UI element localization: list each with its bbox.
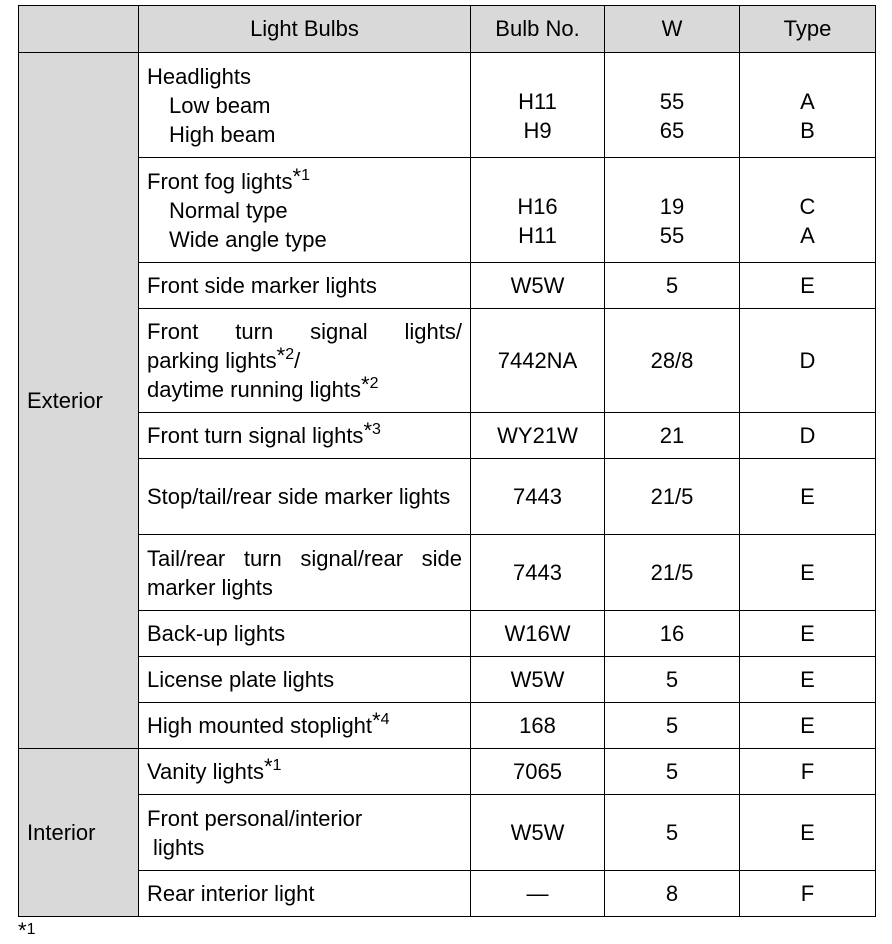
bulbno-fog <box>471 158 605 263</box>
bulbno-fog-wide: H11 <box>518 223 557 248</box>
bulbno-back-up: W16W <box>471 611 605 657</box>
type-side-marker: E <box>740 263 876 309</box>
bulbno-license: W5W <box>471 657 605 703</box>
bulbno-rear-interior: — <box>471 871 605 917</box>
type-stoplight: E <box>740 703 876 749</box>
personal-line1: Front personal/interior <box>147 805 363 831</box>
bulb-high-mounted-stoplight <box>139 703 471 749</box>
bulbno-high-beam: H9 <box>523 118 552 143</box>
type-stop-tail: E <box>740 459 876 535</box>
watt-stop-tail: 21/5 <box>605 459 740 535</box>
table-row <box>19 53 876 158</box>
table-row <box>19 309 876 413</box>
table-row <box>19 413 876 459</box>
parking-lights-text: parking lights <box>147 348 277 373</box>
bulb-front-personal <box>139 795 471 871</box>
personal-line2: lights <box>153 834 205 860</box>
bulbno-headlights <box>471 53 605 158</box>
bulbno-vanity: 7065 <box>471 749 605 795</box>
footnote-ref: *1 <box>292 163 310 189</box>
header-light-bulbs: Light Bulbs <box>139 6 471 53</box>
turn-parking-line3 <box>147 372 462 404</box>
turn-parking-line2 <box>147 343 462 375</box>
watt-headlights <box>605 53 740 158</box>
table-row <box>19 611 876 657</box>
table-row <box>19 657 876 703</box>
type-low-beam: A <box>800 89 815 114</box>
footnote-ref: *2 <box>276 343 295 368</box>
fog-wide-angle-type: Wide angle type <box>169 226 327 252</box>
watt-vanity: 5 <box>605 749 740 795</box>
header-blank <box>19 6 139 53</box>
bulbno-fog-normal: H16 <box>517 194 558 219</box>
turn-parking-line1: Front turn signal lights/ <box>147 319 462 344</box>
bulbno-tail-rear: 7443 <box>471 535 605 611</box>
bulbno-stop-tail: 7443 <box>471 459 605 535</box>
type-fog <box>740 158 876 263</box>
headlights-low-beam: Low beam <box>169 92 271 118</box>
table-row <box>19 795 876 871</box>
bulbno-low-beam: H11 <box>518 89 557 114</box>
type-turn-parking: D <box>740 309 876 413</box>
header-w: W <box>605 6 740 53</box>
watt-side-marker: 5 <box>605 263 740 309</box>
bulbno-stoplight: 168 <box>471 703 605 749</box>
table-row <box>19 703 876 749</box>
type-headlights <box>740 53 876 158</box>
bulb-stop-tail: Stop/tail/rear side marker lights <box>139 459 471 535</box>
light-bulbs-table <box>18 5 876 917</box>
bulb-front-side-marker: Front side marker lights <box>139 263 471 309</box>
type-back-up: E <box>740 611 876 657</box>
daytime-running-text: daytime running lights <box>147 377 362 402</box>
fog-title-line <box>147 163 462 196</box>
watt-tail-rear: 21/5 <box>605 535 740 611</box>
type-personal: E <box>740 795 876 871</box>
type-vanity: F <box>740 749 876 795</box>
footnote-ref: *1 <box>263 754 282 779</box>
headlights-title: Headlights <box>147 63 251 89</box>
watt-rear-interior: 8 <box>605 871 740 917</box>
table-row <box>19 535 876 611</box>
type-fog-normal: C <box>799 194 816 219</box>
footnote-ref: *2 <box>361 372 379 397</box>
bulb-front-turn-signal <box>139 413 471 459</box>
headlights-high-beam: High beam <box>169 121 276 147</box>
bulb-headlights <box>139 53 471 158</box>
type-rear-interior: F <box>740 871 876 917</box>
watt-license: 5 <box>605 657 740 703</box>
header-row <box>19 6 876 53</box>
table-row <box>19 158 876 263</box>
type-turn-signal: D <box>740 413 876 459</box>
type-tail-rear: E <box>740 535 876 611</box>
bulbno-turn-signal: WY21W <box>471 413 605 459</box>
watt-personal: 5 <box>605 795 740 871</box>
type-license: E <box>740 657 876 703</box>
bulbno-personal: W5W <box>471 795 605 871</box>
watt-fog-normal: 19 <box>659 194 685 219</box>
footnote-ref: *3 <box>363 418 381 443</box>
fog-normal-type: Normal type <box>169 197 288 223</box>
group-interior: Interior <box>19 749 139 917</box>
type-fog-wide: A <box>800 223 815 248</box>
bulbno-turn-parking: 7442NA <box>471 309 605 413</box>
watt-stoplight: 5 <box>605 703 740 749</box>
bulb-license-plate: License plate lights <box>139 657 471 703</box>
bulb-front-fog <box>139 158 471 263</box>
watt-fog <box>605 158 740 263</box>
stoplight-text: High mounted stoplight <box>147 713 373 738</box>
bulb-tail-rear-turn: Tail/rear turn signal/rear side marker lights <box>139 535 471 611</box>
bulb-back-up: Back-up lights <box>139 611 471 657</box>
watt-turn-parking: 28/8 <box>605 309 740 413</box>
footnote-start <box>18 918 36 944</box>
footnote-ref: *4 <box>372 708 390 733</box>
watt-back-up: 16 <box>605 611 740 657</box>
slash-text: / <box>294 348 301 373</box>
table-row <box>19 871 876 917</box>
type-high-beam: B <box>800 118 815 143</box>
vanity-text: Vanity lights <box>147 759 264 784</box>
watt-low-beam: 55 <box>659 89 685 114</box>
bulbno-side-marker: W5W <box>471 263 605 309</box>
header-type: Type <box>740 6 876 53</box>
watt-turn-signal: 21 <box>605 413 740 459</box>
footnote-marker: *1 <box>18 918 36 943</box>
bulb-rear-interior: Rear interior light <box>139 871 471 917</box>
header-bulb-no: Bulb No. <box>471 6 605 53</box>
table-row <box>19 459 876 535</box>
bulb-vanity <box>139 749 471 795</box>
bulb-front-turn-parking <box>139 309 471 413</box>
fog-title: Front fog lights <box>147 168 293 194</box>
watt-high-beam: 65 <box>659 118 685 143</box>
group-exterior: Exterior <box>19 53 139 749</box>
table-row <box>19 749 876 795</box>
watt-fog-wide: 55 <box>659 223 685 248</box>
turn-signal-text: Front turn signal lights <box>147 423 364 448</box>
table-row <box>19 263 876 309</box>
